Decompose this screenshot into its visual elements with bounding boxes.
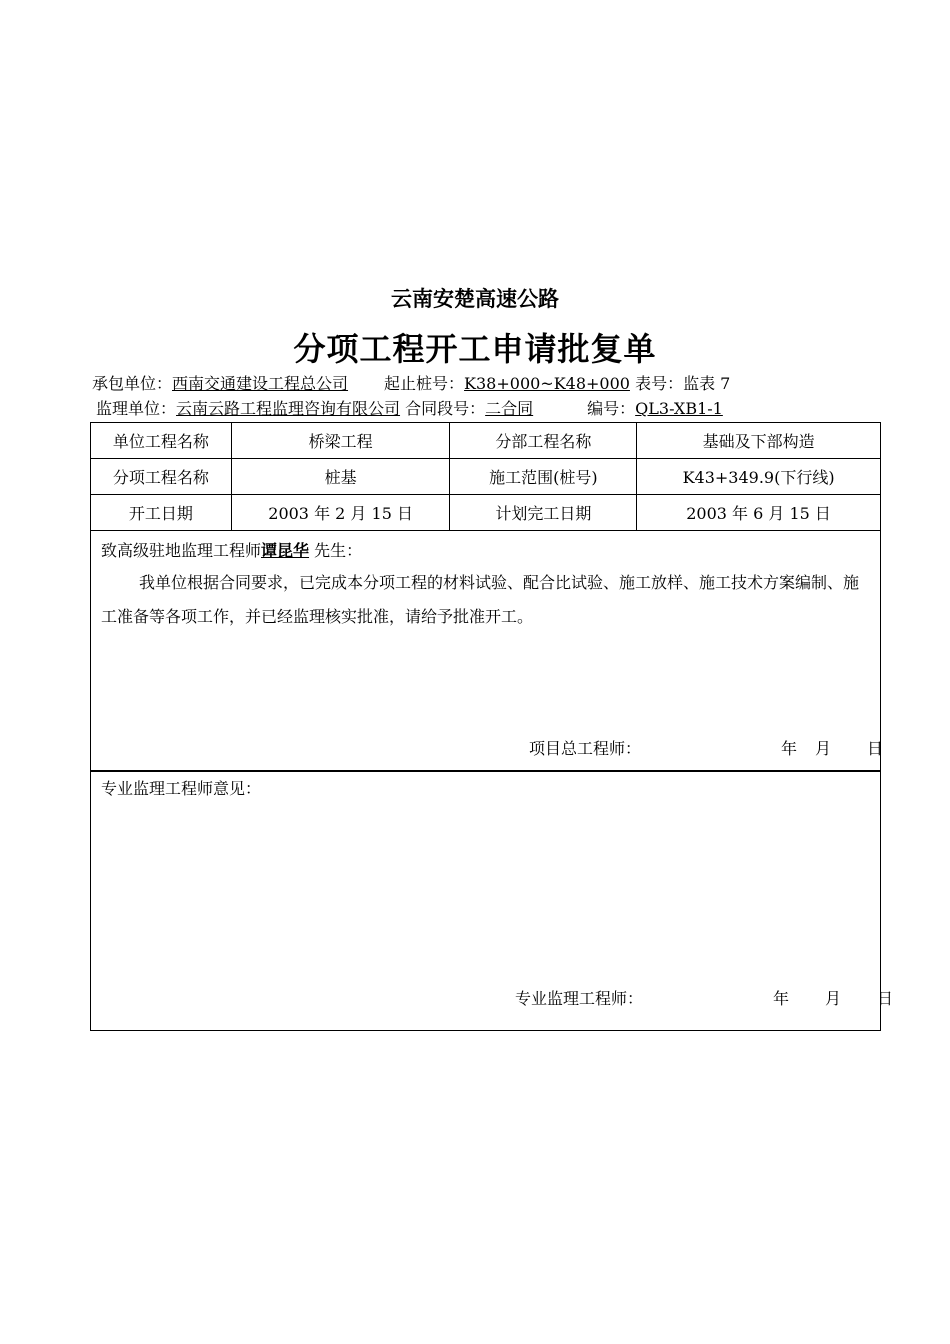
contractor-label: 承包单位： bbox=[92, 374, 173, 393]
info-table bbox=[90, 422, 881, 531]
day-label: 日 bbox=[867, 739, 884, 758]
document-subtitle: 云南安楚高速公路 bbox=[391, 287, 559, 311]
contractor-value: 西南交通建设工程总公司 bbox=[172, 374, 349, 393]
code-value: QL3-XB1-1 bbox=[635, 399, 723, 418]
supervisor-engineer-signature-label: 专业监理工程师： bbox=[515, 989, 644, 1008]
document-title: 分项工程开工申请批复单 bbox=[293, 330, 657, 368]
addressee-prefix: 致高级驻地监理工程师 bbox=[101, 541, 262, 560]
contract-section-label: 合同段号： bbox=[405, 399, 486, 418]
unit-project-value: 桥梁工程 bbox=[231, 423, 450, 459]
month-label: 月 bbox=[825, 989, 842, 1008]
start-date-label: 开工日期 bbox=[91, 495, 232, 531]
opinion-section bbox=[90, 771, 894, 1031]
table-row bbox=[91, 423, 881, 459]
meta-row-supervisor bbox=[96, 399, 723, 419]
day-label: 日 bbox=[877, 989, 894, 1008]
division-project-label: 分部工程名称 bbox=[450, 423, 637, 459]
opinion-date bbox=[773, 986, 893, 1009]
chief-engineer-signature-label: 项目总工程师： bbox=[529, 739, 642, 758]
request-section bbox=[90, 530, 884, 771]
opinion-label: 专业监理工程师意见： bbox=[101, 779, 262, 798]
planned-finish-value: 2003 年 6 月 15 日 bbox=[637, 495, 881, 531]
request-date bbox=[781, 736, 883, 759]
unit-project-label: 单位工程名称 bbox=[91, 423, 232, 459]
meta-row-contractor bbox=[92, 374, 730, 394]
table-row bbox=[91, 459, 881, 495]
contract-section-value: 二合同 bbox=[485, 399, 534, 418]
table-row bbox=[91, 495, 881, 531]
form-label: 表号： bbox=[635, 374, 684, 393]
addressee-line bbox=[101, 538, 362, 561]
addressee-name: 谭昆华 bbox=[261, 541, 310, 560]
subitem-project-value: 桩基 bbox=[231, 459, 450, 495]
construction-range-label: 施工范围(桩号) bbox=[450, 459, 637, 495]
division-project-value: 基础及下部构造 bbox=[637, 423, 881, 459]
code-label: 编号： bbox=[587, 399, 636, 418]
start-date-value: 2003 年 2 月 15 日 bbox=[231, 495, 450, 531]
year-label: 年 bbox=[773, 989, 790, 1008]
station-value: K38+000~K48+000 bbox=[464, 374, 630, 393]
form-number: 监表 7 bbox=[683, 374, 731, 393]
month-label: 月 bbox=[815, 739, 832, 758]
planned-finish-label: 计划完工日期 bbox=[450, 495, 637, 531]
supervisor-value: 云南云路工程监理咨询有限公司 bbox=[176, 399, 401, 418]
station-label: 起止桩号： bbox=[384, 374, 465, 393]
addressee-suffix: 先生： bbox=[314, 541, 363, 560]
subitem-project-label: 分项工程名称 bbox=[91, 459, 232, 495]
supervisor-label: 监理单位： bbox=[96, 399, 177, 418]
year-label: 年 bbox=[781, 739, 798, 758]
construction-range-value: K43+349.9(下行线) bbox=[637, 459, 881, 495]
request-body: 我单位根据合同要求，已完成本分项工程的材料试验、配合比试验、施工放样、施工技术方案编制、施工准备等各项工作，并已经监理核实批准，请给予批准开工。 bbox=[101, 573, 860, 626]
